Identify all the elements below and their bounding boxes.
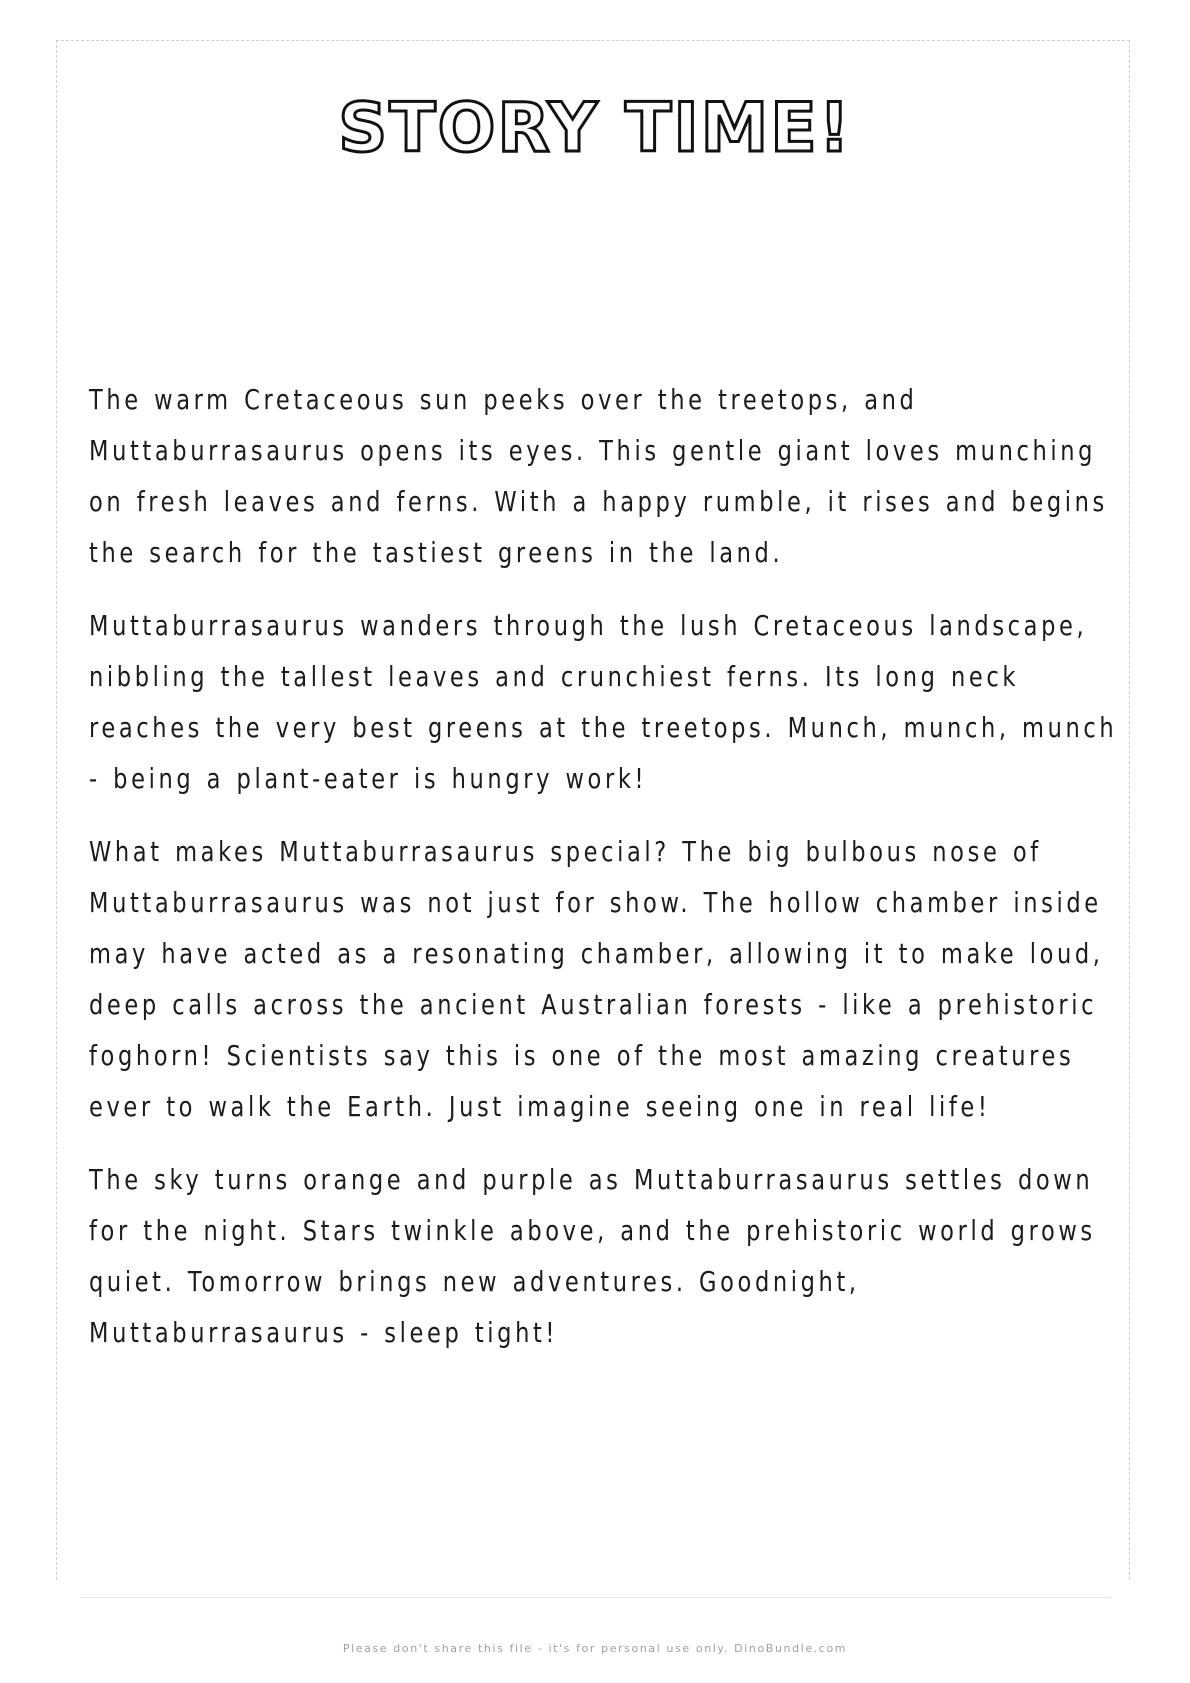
footer-divider (80, 1597, 1110, 1598)
story-paragraph-2: Muttaburrasaurus wanders through the lush Cretaceous landscape, nibbling the tallest leaves and crunchiest ferns. Its long neck reaches the very best greens at the treetops. Munch, munch, munch - being a plant-eater is hungry work! (89, 610, 1118, 795)
story-paragraph-3: What makes Muttaburrasaurus special? The big bulbous nose of Muttaburrasaurus was not just for show. The hollow chamber inside may have acted as a resonating chamber, allowing it to make loud, deep calls across the ancient Australian forests - like a prehistoric foghorn! Scientists say this is one of the most amazing creatures ever to walk the Earth. Just imagine seeing one in real life! (89, 836, 1104, 1123)
story-paragraph-1: The warm Cretaceous sun peeks over the treetops, and Muttaburrasaurus opens its eyes. This gentle giant loves munching on fresh leaves and ferns. With a happy rumble, it rises and begins the search for the tastiest greens in the land. (89, 384, 1108, 569)
story-body (89, 375, 1119, 1381)
story-paragraph-4: The sky turns orange and purple as Muttaburrasaurus settles down for the night. Stars twinkle above, and the prehistoric world grows quiet. Tomorrow brings new adventures. Goodnight, Muttaburrasaurus - sleep tight! (89, 1164, 1096, 1349)
page-title: STORY TIME! (338, 89, 852, 168)
footer-notice: Please don't share this file - it's for personal use only. DinoBundle.com (342, 1642, 848, 1655)
